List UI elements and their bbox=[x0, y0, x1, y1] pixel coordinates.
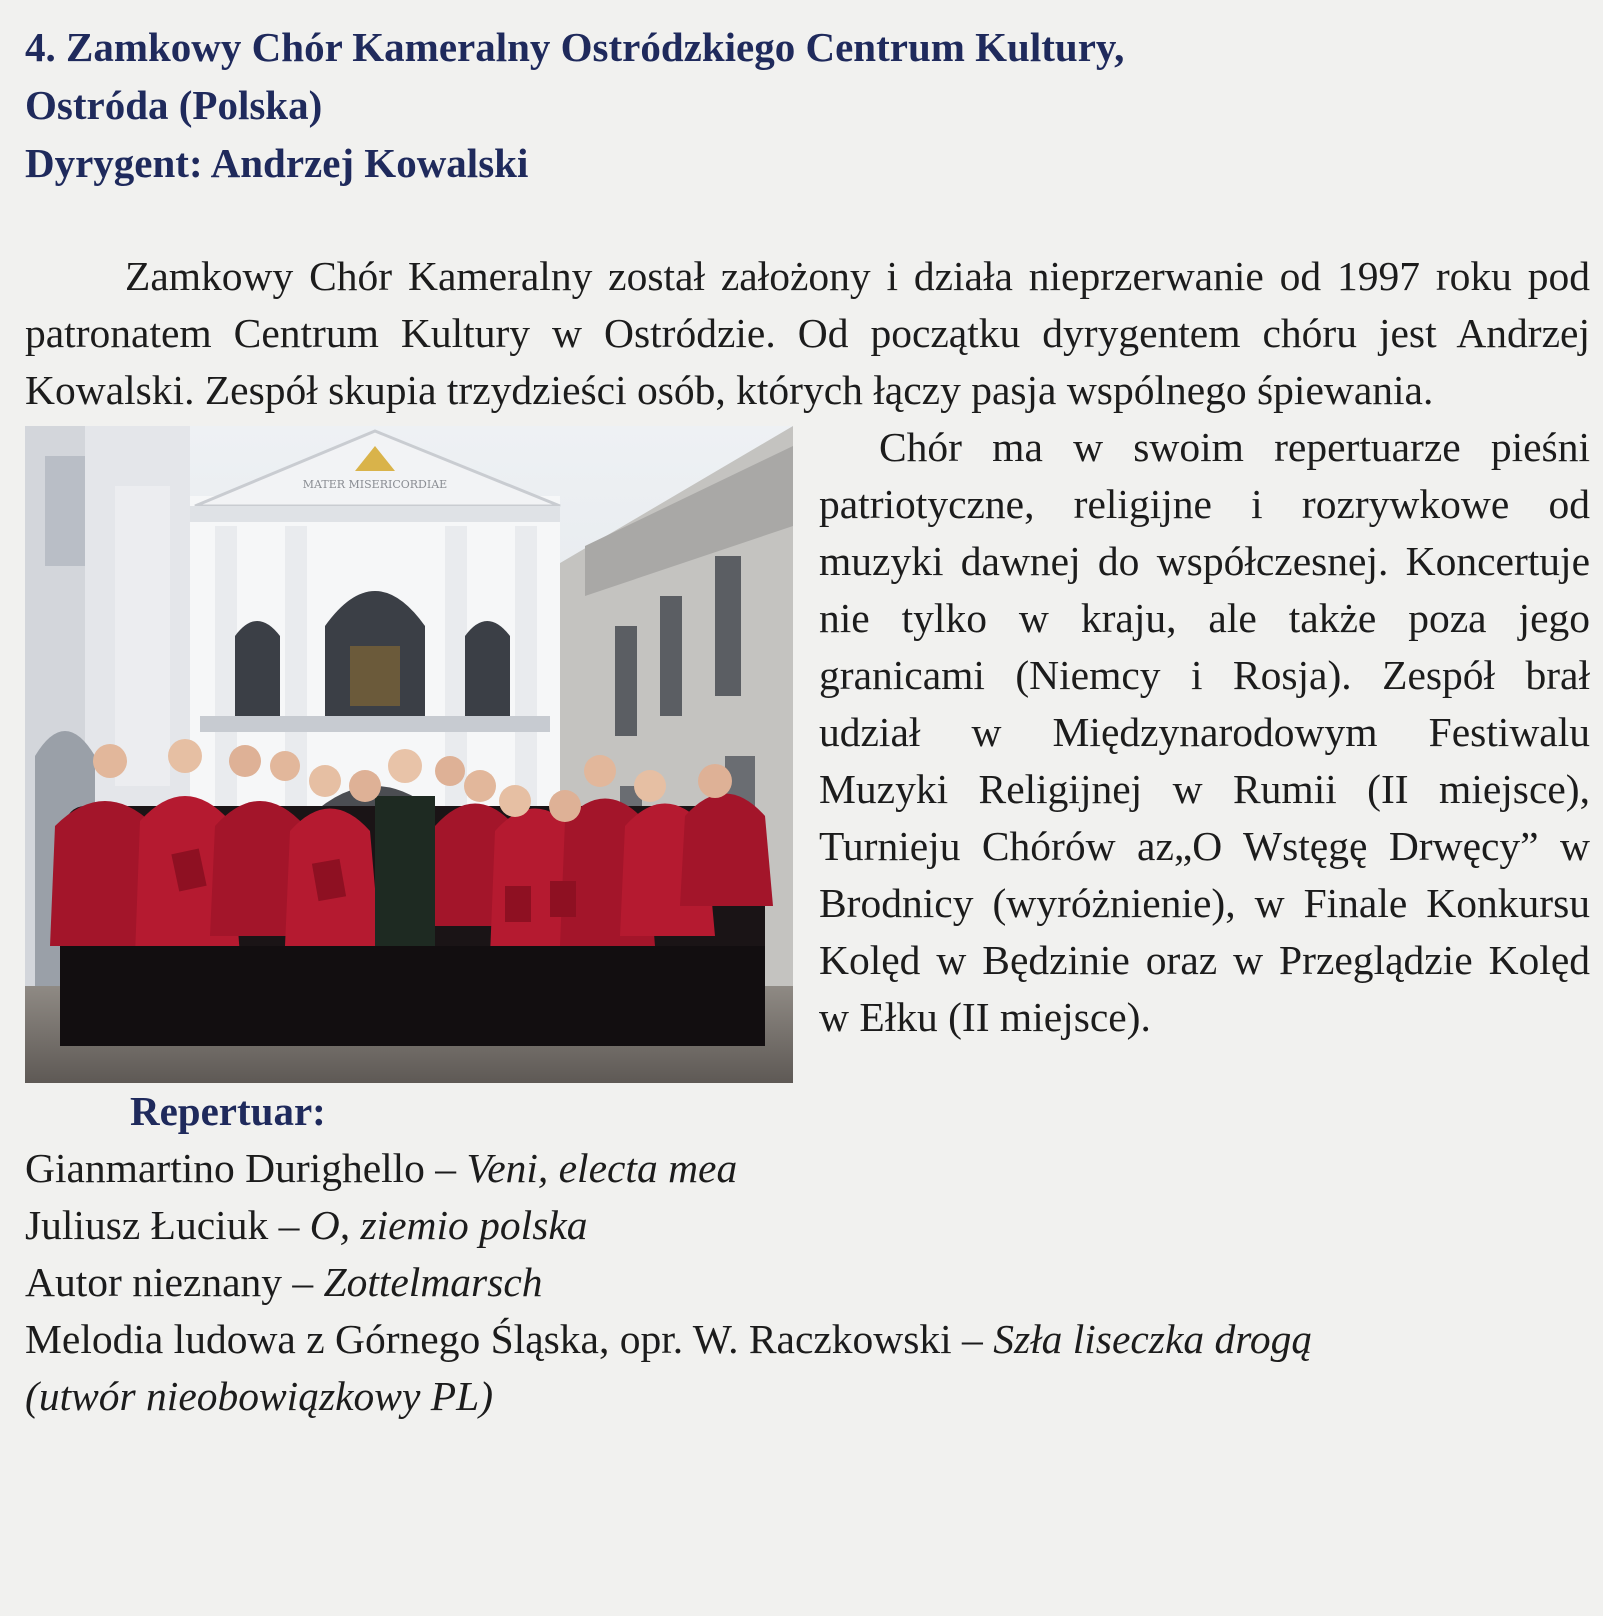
repertoire-composer: Autor nieznany – bbox=[25, 1259, 324, 1305]
heading-title: 4. Zamkowy Chór Kameralny Ostródzkiego Centrum Kultury, bbox=[25, 24, 1125, 70]
repertoire-work: O, ziemio polska bbox=[309, 1202, 588, 1248]
repertoire-work: Veni, electa mea bbox=[466, 1145, 738, 1191]
repertoire-note bbox=[25, 1368, 1590, 1425]
repertoire-note-text: (utwór nieobowiązkowy PL) bbox=[25, 1373, 494, 1419]
intro-paragraph: Zamkowy Chór Kameralny został założony i działa nieprzerwanie od 1997 roku pod patronatem Centrum Kultury w Ostródzie. Od początku dyrygentem chóru jest Andrzej Kowalski. Zespół skupia trzydzieści osób, których łączy pasja wspólnego śpiewania. bbox=[25, 253, 1590, 413]
repertoire-work: Zottelmarsch bbox=[323, 1259, 543, 1305]
document-page bbox=[25, 18, 1590, 1425]
heading-conductor: Dyrygent: Andrzej Kowalski bbox=[25, 140, 529, 186]
repertoire-item bbox=[25, 1140, 1590, 1197]
heading-location: Ostróda (Polska) bbox=[25, 82, 323, 128]
repertoire-paragraph: Chór ma w swoim repertuarze pieśni patriotyczne, religijne i rozrywkowe od muzyki dawnej do współczesnej. Koncertuje nie tylko w kraju, ale także poza jego granicami (Niemcy i Rosja). Zespół brał udział w Międzynarodowym Festiwalu Muzyki Religijnej w Rumii (II miejsce), Turnieju Chórów az„O Wstęgę Drwęcy” w Brodnicy (wyróżnienie), w Finale Konkursu Kolęd w Będzinie oraz w Przeglądzie Kolęd w Ełku (II miejsce). bbox=[819, 424, 1590, 1040]
repertoire-item bbox=[25, 1197, 1590, 1254]
repertoire-work: Szła liseczka drogą bbox=[993, 1316, 1313, 1362]
choir-photo bbox=[25, 426, 793, 1083]
repertoire-item bbox=[25, 1254, 1590, 1311]
repertoire-list bbox=[25, 1140, 1590, 1425]
photo-text-block bbox=[25, 419, 1590, 1046]
repertoire-item bbox=[25, 1311, 1590, 1368]
repertoire-composer: Gianmartino Durighello – bbox=[25, 1145, 467, 1191]
repertoire-title: Repertuar: bbox=[130, 1088, 326, 1134]
choir-photo-illustration bbox=[25, 426, 793, 1083]
repertoire-composer: Juliusz Łuciuk – bbox=[25, 1202, 310, 1248]
repertoire-composer: Melodia ludowa z Górnego Śląska, opr. W. Raczkowski – bbox=[25, 1316, 994, 1362]
section-heading bbox=[25, 18, 1590, 192]
gate-inscription: MATER MISERICORDIAE bbox=[302, 478, 448, 491]
